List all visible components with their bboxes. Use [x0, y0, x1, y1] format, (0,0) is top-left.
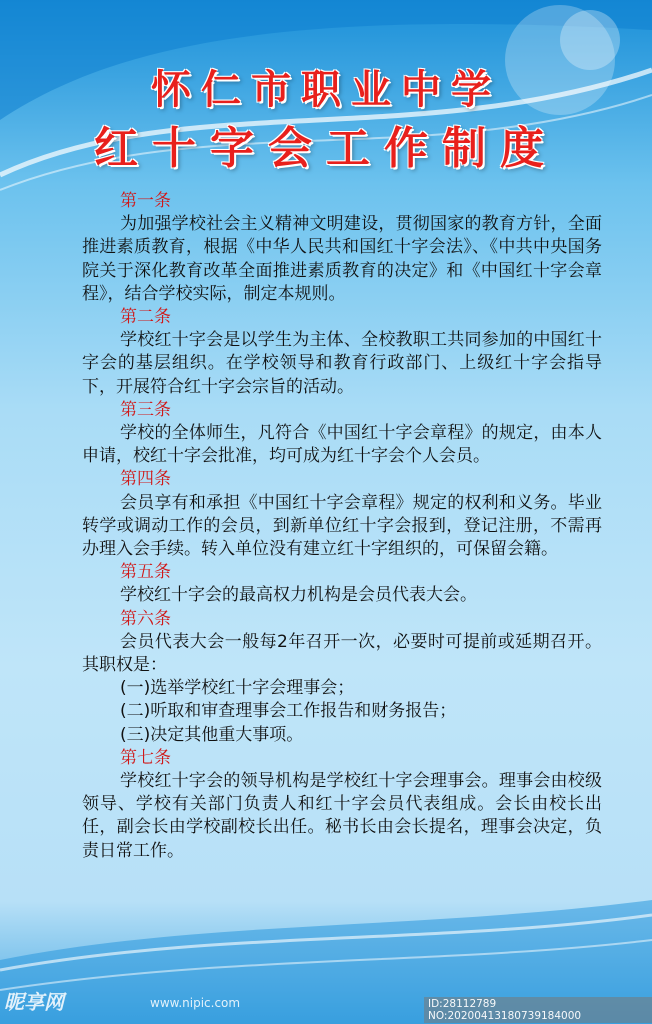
article-heading: 第三条	[120, 399, 171, 420]
article-paragraph: 会员享有和承担《中国红十字会章程》规定的权利和义务。毕业转学或调动工作的会员，到新单位红十字会报到，登记注册，不需再办理入会手续。转入单位没有建立红十字组织的，可保留会籍。	[82, 492, 602, 560]
article-3	[82, 399, 602, 469]
watermark-id: ID:28112789 NO:20200413180739184000	[424, 997, 652, 1023]
article-1	[82, 190, 602, 306]
list-item: (三)决定其他重大事项。	[120, 724, 304, 745]
article-6	[82, 608, 602, 747]
title-line-2: 红十字会工作制度	[94, 123, 558, 174]
article-paragraph: 学校红十字会的领导机构是学校红十字会理事会。理事会由校级领导、学校有关部门负责人和红十字会员代表组成。会长由校长出任，副会长由学校副校长出任。秘书长由会长提名，理事会决定，负责日常工作。	[82, 771, 602, 861]
article-paragraph: 学校红十字会是以学生为主体、全校教职工共同参加的中国红十字会的基层组织。在学校领导和教育行政部门、上级红十字会指导下，开展符合红十字会宗旨的活动。	[82, 330, 602, 397]
article-heading: 第六条	[120, 608, 171, 629]
article-5	[82, 561, 602, 607]
article-heading: 第二条	[120, 307, 171, 328]
list-item: (一)选举学校红十字会理事会；	[120, 678, 355, 699]
title-line-1: 怀仁市职业中学	[151, 67, 501, 113]
article-2	[82, 306, 602, 399]
watermark-logo: 昵享网	[4, 990, 64, 1014]
article-heading: 第四条	[120, 469, 171, 490]
article-heading: 第一条	[120, 191, 171, 211]
list-item: (二)听取和审查理事会工作报告和财务报告；	[120, 701, 457, 722]
article-paragraph: 学校红十字会的最高权力机构是会员代表大会。	[120, 585, 477, 606]
article-paragraph: 会员代表大会一般每2年召开一次，必要时可提前或延期召开。其职权是：	[82, 631, 602, 676]
watermark-url: www.nipic.com	[150, 996, 241, 1010]
article-heading: 第七条	[120, 747, 171, 768]
article-7	[82, 747, 602, 863]
article-paragraph: 学校的全体师生，凡符合《中国红十字会章程》的规定，由本人申请，校红十字会批准，均可成为红十字会个人会员。	[82, 423, 602, 467]
regulation-body	[82, 190, 602, 863]
article-heading: 第五条	[120, 562, 171, 583]
article-4	[82, 468, 602, 561]
article-paragraph: 为加强学校社会主义精神文明建设，贯彻国家的教育方针，全面推进素质教育，根据《中华人民共和国红十字会法》、《中共中央国务院关于深化教育改革全面推进素质教育的决定》和《中国红十字会章程》，结合学校实际，制定本规则。	[82, 214, 602, 304]
